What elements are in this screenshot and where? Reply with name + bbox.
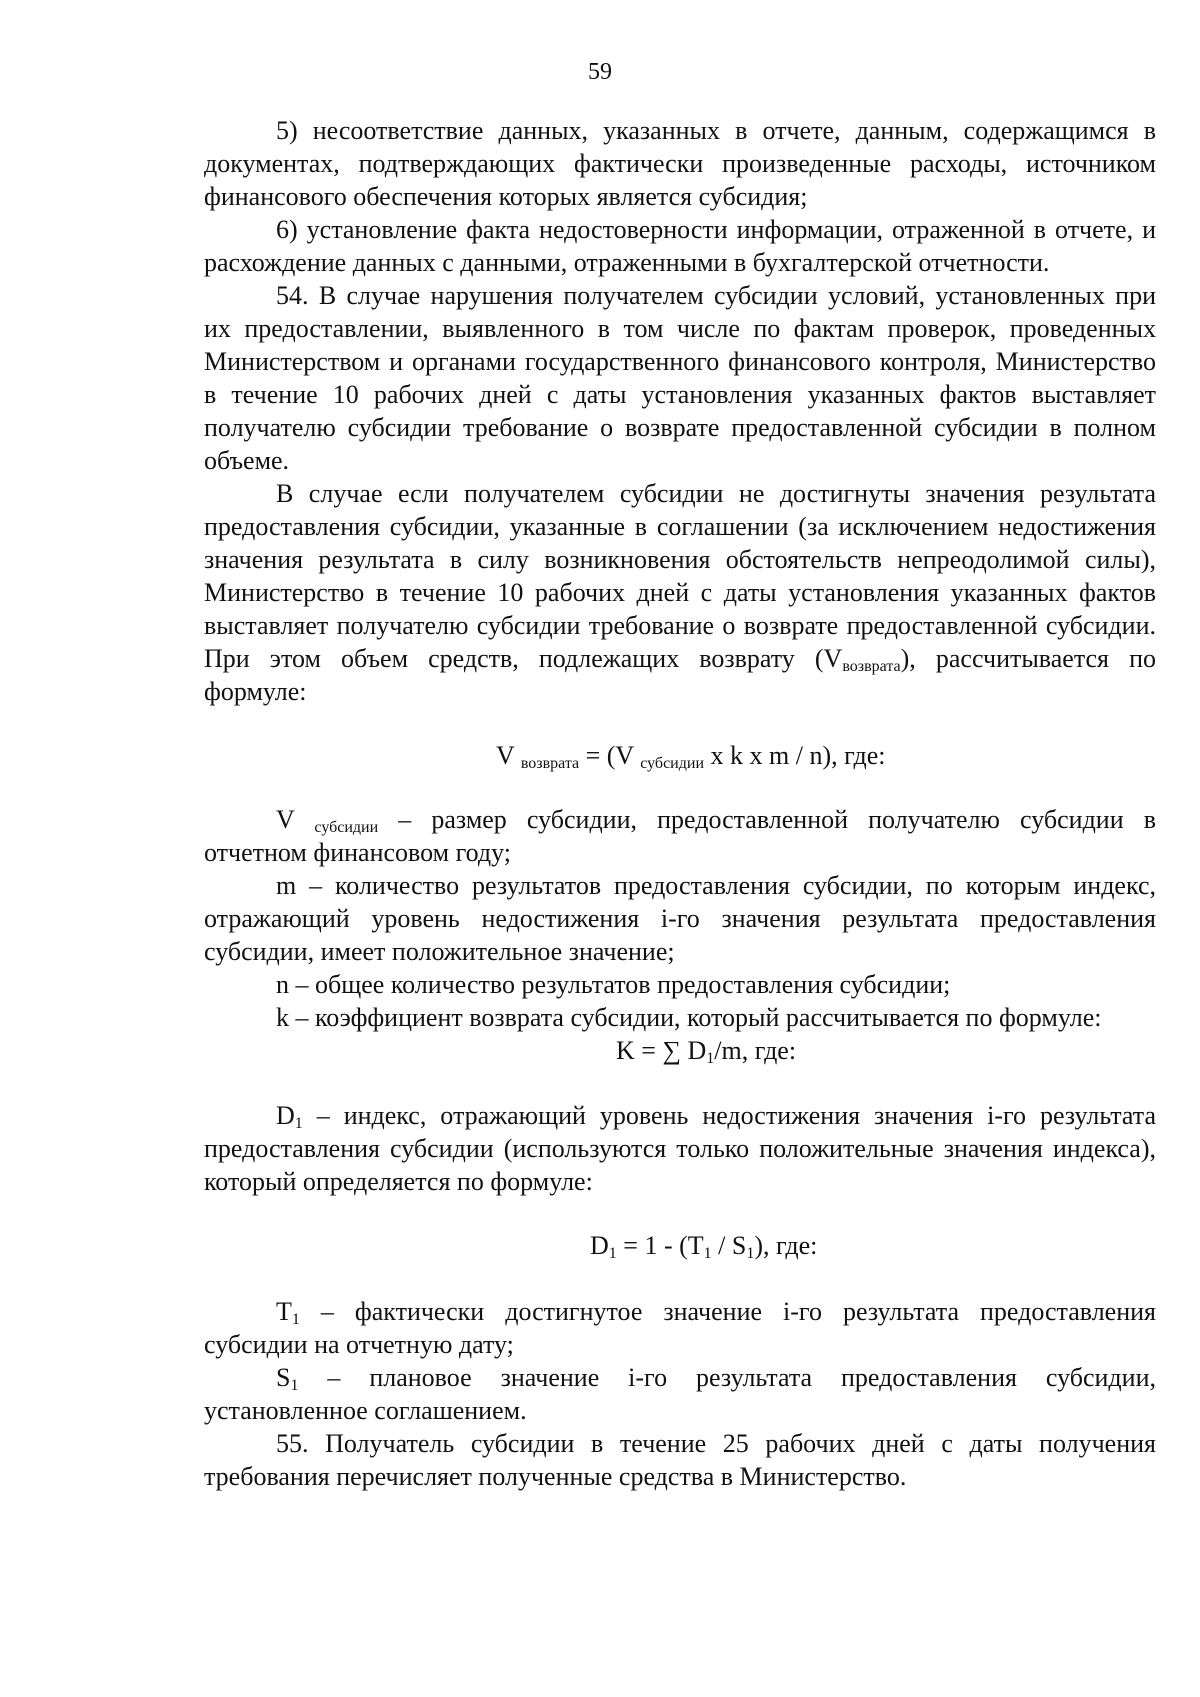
- definition-v-subsidy: [204, 803, 1156, 869]
- def-v-subscript: субсидии: [314, 819, 379, 836]
- definition-k: k – коэффициент возврата субсидии, который рассчитывается по формуле:: [276, 1003, 1102, 1032]
- def-t-text: – фактически достигнутое значение i-го результата предоставления субсидии на отчетную дату;: [204, 1297, 1156, 1359]
- def-t-symbol: T: [276, 1297, 292, 1326]
- def-s-symbol: S: [276, 1363, 291, 1392]
- def-v-text: – размер субсидии, предоставленной получателю субсидии в отчетном финансовом году;: [204, 805, 1156, 867]
- definition-n: n – общее количество результатов предоставления субсидии;: [276, 970, 951, 999]
- formula-t-sub: 1: [703, 1245, 712, 1262]
- formula-d-sub: 1: [608, 1245, 617, 1262]
- formula-d-mid: = 1 - (T: [616, 1231, 704, 1260]
- formula-v-sub-return: возврата: [520, 755, 580, 772]
- return-subscript: возврата: [842, 658, 901, 675]
- def-t-subscript: 1: [291, 1311, 300, 1328]
- formula-d-tail: ), где:: [754, 1231, 818, 1260]
- section-55-paragraph: 55. Получатель субсидии в течение 25 рабочих дней с даты получения требования перечисляет полученные средства в Министерство.: [204, 1429, 1156, 1491]
- formula-s-sub: 1: [746, 1245, 755, 1262]
- def-d-text: – индекс, отражающий уровень недостижения значения i-го результата предоставления субсидии (используются только положительные значения индекса), который определяется по формуле:: [204, 1101, 1156, 1196]
- document-body: [204, 114, 1156, 1493]
- formula-d: [204, 1229, 1156, 1262]
- def-s-subscript: 1: [290, 1377, 299, 1394]
- definition-m: m – количество результатов предоставления субсидии, по которым индекс, отражающий уровень недостижения i-го значения результата предоставления субсидии, имеет положительное значение;: [204, 871, 1156, 966]
- def-d-symbol: D: [276, 1101, 295, 1130]
- def-d-subscript: 1: [294, 1115, 303, 1132]
- section-54-paragraph: 54. В случае нарушения получателем субсидии условий, установленных при их предоставлении, выявленного в том числе по фактам проверок, проведенных Министерством и органами государственного финансового контроля, Министерство в течение 10 рабочих дней с даты установления указанных фактов выставляет получателю субсидии требование о возврате предоставленной субсидии в полном объеме.: [204, 281, 1156, 475]
- formula-k: [204, 1034, 1156, 1067]
- formula-k-head: K = ∑ D: [616, 1036, 707, 1065]
- definition-s: [204, 1361, 1156, 1427]
- definition-t: [204, 1295, 1156, 1361]
- item-5-paragraph: 5) несоответствие данных, указанных в отчете, данным, содержащимся в документах, подтверждающих фактически произведенные расходы, источником финансового обеспечения которых является субсидия;: [204, 116, 1156, 211]
- definition-d: [204, 1099, 1156, 1198]
- page-number: 59: [588, 59, 612, 85]
- def-v-symbol: V: [276, 805, 295, 834]
- return-paragraph-text: В случае если получателем субсидии не достигнуты значения результата предоставления субсидии, указанные в соглашении (за исключением недостижения значения результата в силу возникновения обстоятельств непреодолимой силы), Министерство в течение 10 рабочих дней с даты установления указанных фактов выставляет получателю субсидии требование о возврате предоставленной субсидии. При этом объем средств, подлежащих возврату (V: [204, 479, 1156, 673]
- formula-v-return: [204, 739, 1156, 772]
- formula-d-symbol: D: [590, 1231, 609, 1260]
- formula-k-sub: 1: [706, 1050, 715, 1067]
- section-54-return-paragraph: [204, 477, 1156, 708]
- formula-v-tail: x k x m / n), где:: [704, 741, 886, 770]
- formula-v-mid: = (V: [579, 741, 634, 770]
- return-paragraph-tail: ), рассчитывается по формуле:: [204, 644, 1157, 706]
- def-s-text: – плановое значение i-го результата предоставления субсидии, установленное соглашением.: [204, 1363, 1156, 1425]
- formula-v-sub-subsidy: субсидии: [640, 755, 704, 772]
- formula-d-mid2: / S: [711, 1231, 747, 1260]
- formula-k-tail: /m, где:: [714, 1036, 797, 1065]
- item-6-paragraph: 6) установление факта недостоверности информации, отраженной в отчете, и расхождение данных с данными, отраженными в бухгалтерской отчетности.: [204, 215, 1156, 277]
- formula-v-symbol: V: [496, 741, 515, 770]
